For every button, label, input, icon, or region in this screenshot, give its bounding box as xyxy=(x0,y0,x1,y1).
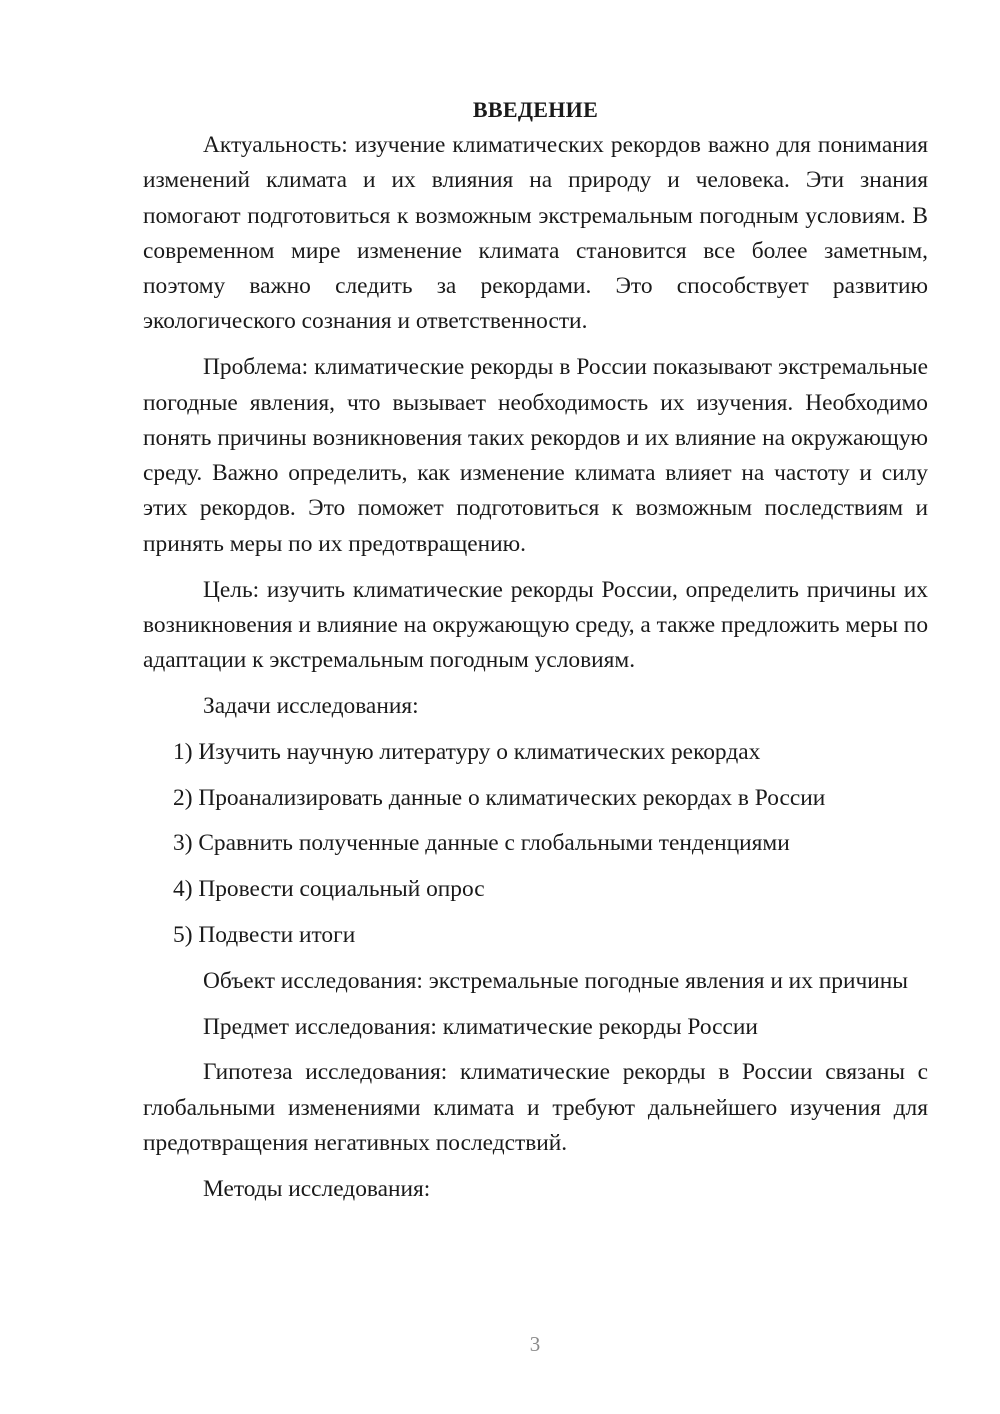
hypothesis-paragraph: Гипотеза исследования: климатические рекорды в России связаны с глобальными изменениями климата и требуют дальнейшего изучения для предотвращения негативных последствий. xyxy=(143,1059,928,1156)
section-heading: ВВЕДЕНИЕ xyxy=(472,97,599,122)
task-item: 2) Проанализировать данные о климатических рекордах в России xyxy=(173,784,826,811)
goal-paragraph: Цель: изучить климатические рекорды России, определить причины их возникновения и влияние на окружающую среду, а также предложить меры по адаптации к экстремальным погодным условиям. xyxy=(143,576,929,674)
tasks-list xyxy=(143,735,928,953)
page-number: 3 xyxy=(529,1332,541,1356)
object-paragraph: Объект исследования: экстремальные погодные явления и их причины xyxy=(203,967,908,994)
methods-title: Методы исследования: xyxy=(203,1175,431,1202)
problem-paragraph: Проблема: климатические рекорды в России показывают экстремальные погодные явления, что вызывает необходимость их изучения. Необходимо понять причины возникновения таких рекордов и их влияние на окружающую среду. Важно определить, как изменение климата влияет на частоту и силу этих рекордов. Это поможет подготовиться к возможным последствиям и принять меры по их предотвращению. xyxy=(143,354,928,557)
relevance-paragraph: Актуальность: изучение климатических рекордов важно для понимания изменений климата и их влияния на природу и человека. Эти знания помогают подготовиться к возможным экстремальным погодным условиям. В современном мире изменение климата становится все более заметным, поэтому важно следить за рекордами. Это способствует развитию экологического сознания и ответственности. xyxy=(143,132,928,335)
task-item: 4) Провести социальный опрос xyxy=(173,876,485,903)
task-item: 1) Изучить научную литературу о климатических рекордах xyxy=(173,738,761,765)
task-item: 3) Сравнить полученные данные с глобальными тенденциями xyxy=(173,830,790,857)
page-content xyxy=(143,92,928,1218)
task-item: 5) Подвести итоги xyxy=(173,921,356,948)
subject-paragraph: Предмет исследования: климатические рекорды России xyxy=(203,1013,758,1040)
tasks-title: Задачи исследования: xyxy=(203,692,419,719)
